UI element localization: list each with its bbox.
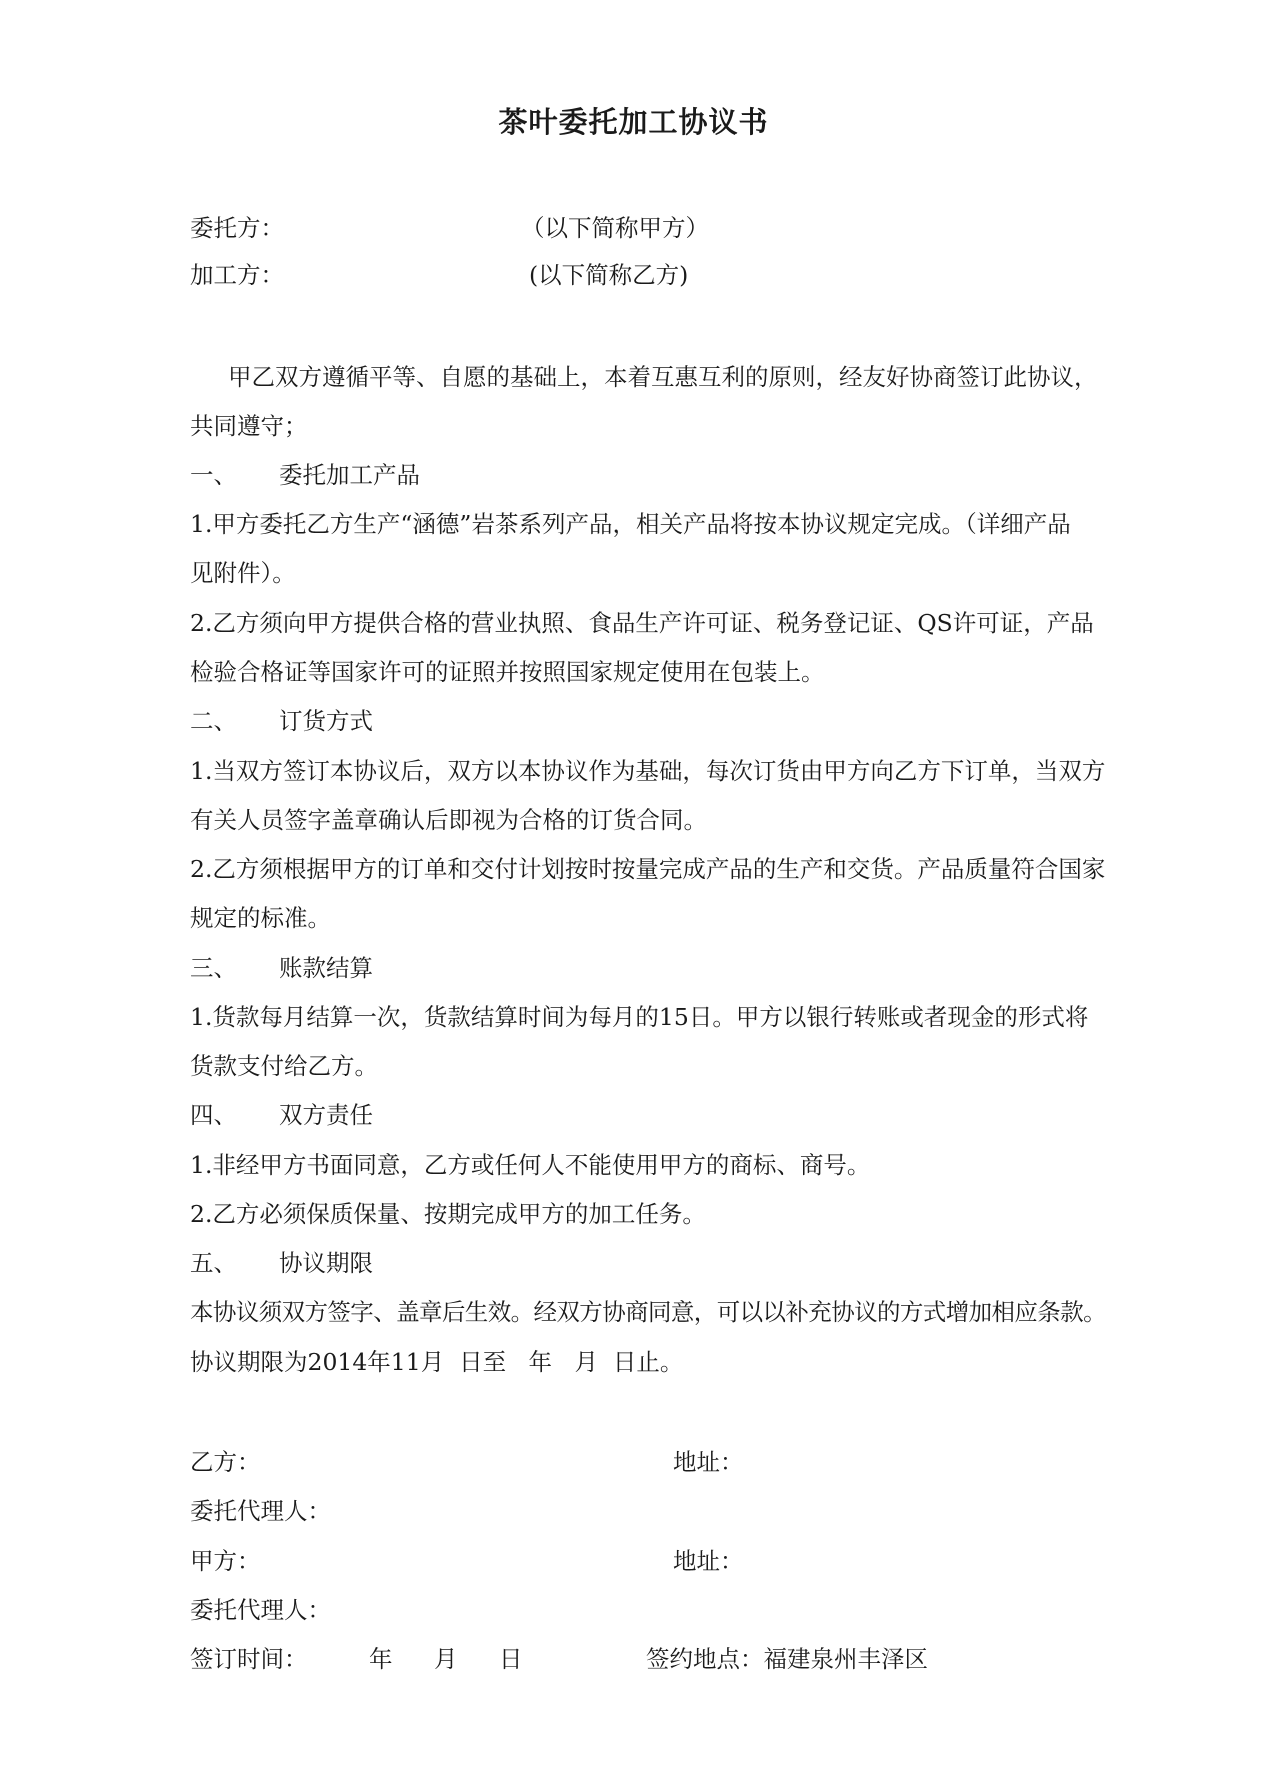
sign-row bbox=[190, 1644, 1172, 1674]
party-a-address-label: 地址： bbox=[673, 1547, 744, 1575]
paragraph-line: 有关人员签字盖章确认后即视为合格的订货合同。 bbox=[190, 806, 707, 834]
paragraph-line: 1.货款每月结算一次，货款结算时间为每月的15日。甲方以银行转账或者现金的形式将 bbox=[190, 1003, 1089, 1031]
paragraph-line: 2.乙方须根据甲方的订单和交付计划按时按量完成产品的生产和交货。产品质量符合国家 bbox=[190, 855, 1106, 883]
processor-row bbox=[190, 260, 1172, 290]
paragraph-line: 检验合格证等国家许可的证照并按照国家规定使用在包装上。 bbox=[190, 658, 825, 686]
intro-line-1: 甲乙双方遵循平等、自愿的基础上，本着互惠互利的原则，经友好协商签订此协议， bbox=[228, 363, 1098, 391]
sign-time-label: 签订时间： bbox=[190, 1645, 308, 1673]
section-number: 四、 bbox=[190, 1101, 237, 1129]
client-note: （以下简称甲方） bbox=[521, 214, 709, 242]
section-number: 五、 bbox=[190, 1249, 237, 1277]
section-heading-5 bbox=[190, 1248, 1172, 1278]
sign-month: 月 bbox=[434, 1645, 458, 1673]
intro-line-2: 共同遵守； bbox=[190, 412, 308, 440]
paragraph-line: 1.非经甲方书面同意，乙方或任何人不能使用甲方的商标、商号。 bbox=[190, 1151, 871, 1179]
section-number: 三、 bbox=[190, 954, 237, 982]
sign-day: 日 bbox=[499, 1645, 523, 1673]
party-a-row bbox=[190, 1546, 1172, 1576]
sign-year: 年 bbox=[369, 1645, 393, 1673]
processor-note: (以下简称乙方) bbox=[529, 261, 689, 289]
section-number: 二、 bbox=[190, 707, 237, 735]
section-heading-1 bbox=[190, 460, 1172, 490]
party-a-label: 甲方： bbox=[190, 1547, 261, 1575]
paragraph-line: 规定的标准。 bbox=[190, 904, 331, 932]
party-b-row bbox=[190, 1447, 1172, 1477]
term-line: 协议期限为2014年11月 日至 年 月 日止。 bbox=[190, 1348, 684, 1376]
party-b-agent-label: 委托代理人： bbox=[190, 1497, 331, 1525]
section-title: 账款结算 bbox=[279, 954, 373, 982]
sign-place: 签约地点：福建泉州丰泽区 bbox=[646, 1645, 928, 1673]
section-heading-2 bbox=[190, 706, 1172, 736]
paragraph-line: 见附件）。 bbox=[190, 559, 296, 587]
paragraph-line: 2.乙方须向甲方提供合格的营业执照、食品生产许可证、税务登记证、QS许可证，产品 bbox=[190, 609, 1094, 637]
section-title: 订货方式 bbox=[279, 707, 373, 735]
section-number: 一、 bbox=[190, 461, 237, 489]
paragraph-line: 货款支付给乙方。 bbox=[190, 1052, 378, 1080]
client-row bbox=[190, 213, 1172, 243]
section-heading-4 bbox=[190, 1100, 1172, 1130]
paragraph-line: 2.乙方必须保质保量、按期完成甲方的加工任务。 bbox=[190, 1200, 706, 1228]
document-title: 茶叶委托加工协议书 bbox=[498, 105, 769, 139]
paragraph-line: 1.当双方签订本协议后，双方以本协议作为基础，每次订货由甲方向乙方下订单，当双方 bbox=[190, 757, 1106, 785]
paragraph-line: 本协议须双方签字、盖章后生效。经双方协商同意，可以以补充协议的方式增加相应条款。 bbox=[190, 1298, 1106, 1326]
party-b-address-label: 地址： bbox=[673, 1448, 744, 1476]
client-label: 委托方： bbox=[190, 214, 284, 242]
party-a-agent-label: 委托代理人： bbox=[190, 1596, 331, 1624]
section-heading-3 bbox=[190, 953, 1172, 983]
section-title: 双方责任 bbox=[279, 1101, 373, 1129]
party-b-label: 乙方： bbox=[190, 1448, 261, 1476]
section-title: 协议期限 bbox=[279, 1249, 373, 1277]
paragraph-line: 1.甲方委托乙方生产“涵德”岩茶系列产品，相关产品将按本协议规定完成。（详细产品 bbox=[190, 510, 1071, 538]
section-title: 委托加工产品 bbox=[279, 461, 420, 489]
processor-label: 加工方： bbox=[190, 261, 284, 289]
